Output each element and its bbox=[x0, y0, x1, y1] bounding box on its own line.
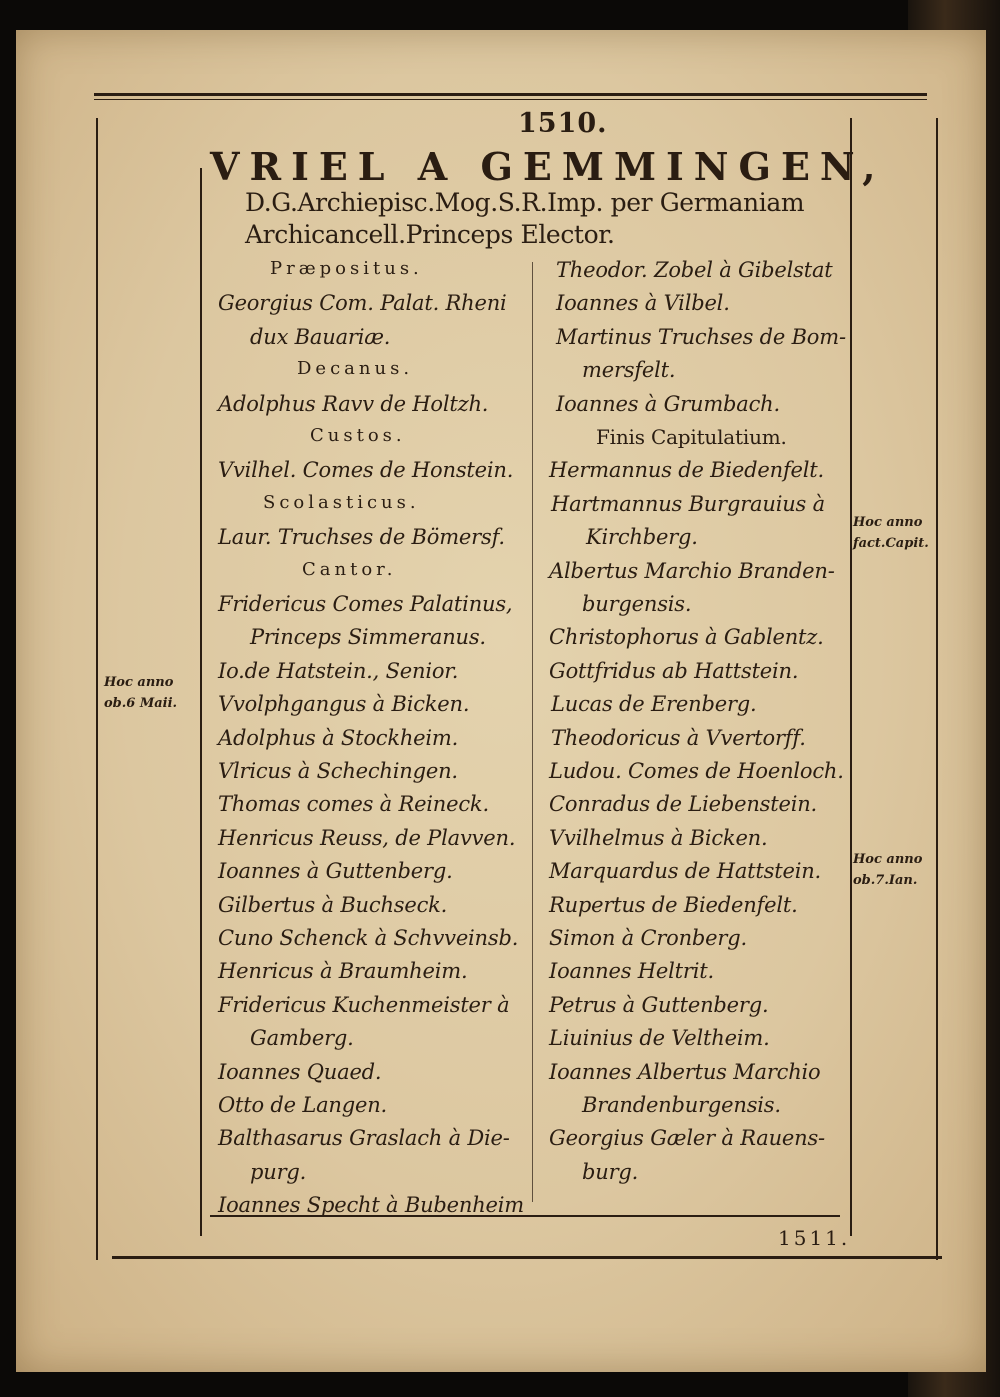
right-column-entry: Hartmannus Burgrauius à bbox=[551, 491, 825, 516]
top-rule bbox=[94, 93, 927, 96]
left-frame-rule bbox=[96, 118, 98, 1260]
right-column-entry: Theodoricus à Vvertorff. bbox=[551, 725, 806, 750]
left-column-entry: Gilbertus à Buchseck. bbox=[218, 892, 448, 917]
left-column-entry: Adolphus Ravv de Holtzh. bbox=[218, 391, 489, 416]
right-column-entry: Ludou. Comes de Hoenloch. bbox=[549, 759, 844, 783]
right-column-entry: Georgius Gæler à Rauens- bbox=[549, 1126, 825, 1151]
left-column-entry: Thomas comes à Reineck. bbox=[218, 792, 489, 817]
margin-note-right-bottom bbox=[853, 849, 922, 891]
left-column-entry: Balthasarus Graslach à Die- bbox=[218, 1126, 510, 1151]
left-column-heading: Decanus. bbox=[297, 358, 414, 380]
left-column-heading: Præpositus. bbox=[270, 258, 423, 279]
left-column-entry: Henricus à Braumheim. bbox=[218, 959, 468, 984]
margin-note-right-top bbox=[853, 512, 929, 554]
right-column-entry: Hermannus de Biedenfelt. bbox=[549, 458, 824, 483]
margin-note-line: ob.7.Ian. bbox=[853, 873, 918, 888]
right-column-heading: Finis Capitulatium. bbox=[596, 425, 787, 449]
right-column-entry: Ioannes à Vilbel. bbox=[556, 291, 730, 316]
left-column-entry: Princeps Simmeranus. bbox=[250, 625, 486, 650]
title-subline-2: Archicancell.Princeps Elector. bbox=[245, 220, 615, 249]
column-divider bbox=[532, 262, 533, 1202]
text-right-rule bbox=[850, 118, 852, 1236]
left-column-entry: Fridericus Comes Palatinus, bbox=[218, 592, 513, 616]
left-column-entry: Vvolphgangus à Bicken. bbox=[218, 692, 470, 717]
margin-note-line: Hoc anno bbox=[853, 852, 923, 867]
right-column-entry: Vvilhelmus à Bicken. bbox=[549, 825, 768, 850]
right-column-entry: Brandenburgensis. bbox=[582, 1093, 781, 1117]
right-column-entry: Martinus Truchses de Bom- bbox=[556, 324, 846, 349]
right-column-entry: burg. bbox=[582, 1159, 639, 1184]
right-column-entry: Rupertus de Biedenfelt. bbox=[549, 892, 798, 917]
top-rule-thin bbox=[94, 99, 927, 100]
right-column-entry: Gottfridus ab Hattstein. bbox=[549, 658, 799, 683]
left-column-entry: Georgius Com. Palat. Rheni bbox=[218, 291, 507, 316]
margin-note-line: fact.Capit. bbox=[853, 536, 929, 551]
left-column-entry: Vlricus à Schechingen. bbox=[218, 759, 458, 783]
left-column-entry: Otto de Langen. bbox=[218, 1093, 388, 1117]
right-column-entry: Liuinius de Veltheim. bbox=[549, 1026, 770, 1051]
left-column-entry: Laur. Truchses de Bömersf. bbox=[218, 525, 505, 550]
right-column-entry: Ioannes Albertus Marchio bbox=[549, 1059, 821, 1084]
left-column-entry: Fridericus Kuchenmeister à bbox=[218, 992, 510, 1017]
right-column-entry: Ioannes à Grumbach. bbox=[556, 391, 780, 416]
page-title: VRIEL A GEMMINGEN, bbox=[210, 144, 886, 189]
left-column-entry: Io.de Hatstein., Senior. bbox=[218, 658, 459, 683]
left-column-heading: Custos. bbox=[310, 425, 406, 446]
margin-note-left bbox=[104, 672, 177, 714]
right-column-entry: Christophorus à Gablentz. bbox=[549, 625, 824, 650]
right-column-entry: mersfelt. bbox=[582, 358, 676, 383]
right-column-entry: Simon à Cronberg. bbox=[549, 926, 747, 950]
right-column-entry: Kirchberg. bbox=[586, 525, 698, 550]
right-column-entry: Lucas de Erenberg. bbox=[551, 692, 757, 717]
left-column-entry: Ioannes Quaed. bbox=[218, 1059, 382, 1084]
right-column-entry: Albertus Marchio Branden- bbox=[549, 558, 835, 583]
right-column-entry: Theodor. Zobel à Gibelstat bbox=[556, 258, 833, 282]
left-column-entry: Henricus Reuss, de Plavven. bbox=[218, 825, 516, 850]
left-column-entry: Vvilhel. Comes de Honstein. bbox=[218, 458, 514, 483]
bottom-frame-rule bbox=[112, 1256, 942, 1259]
right-frame-rule bbox=[936, 118, 938, 1260]
left-column-entry: purg. bbox=[250, 1159, 307, 1184]
right-column-entry: Marquardus de Hattstein. bbox=[549, 859, 822, 884]
left-column-heading: Scolasticus. bbox=[263, 491, 420, 513]
left-column-entry: Adolphus à Stockheim. bbox=[218, 725, 459, 750]
right-column-entry: Petrus à Guttenberg. bbox=[549, 992, 769, 1017]
title-subline-1: D.G.Archiepisc.Mog.S.R.Imp. per Germaniam bbox=[245, 188, 805, 217]
right-column-entry: burgensis. bbox=[582, 592, 692, 616]
margin-note-line: ob.6 Maii. bbox=[104, 696, 178, 711]
text-left-rule bbox=[200, 168, 202, 1236]
catchword: 1511. bbox=[778, 1226, 851, 1250]
right-column-entry: Conradus de Liebenstein. bbox=[549, 792, 818, 817]
left-column-heading: Cantor. bbox=[302, 558, 397, 580]
margin-note-line: Hoc anno bbox=[104, 675, 174, 690]
page-number: 1510. bbox=[518, 108, 608, 139]
left-column-entry: dux Bauariæ. bbox=[250, 324, 391, 349]
left-column-entry: Ioannes à Guttenberg. bbox=[218, 859, 453, 884]
right-column-entry: Ioannes Heltrit. bbox=[549, 959, 714, 984]
left-column-entry: Gamberg. bbox=[250, 1026, 354, 1051]
left-column-entry: Cuno Schenck à Schvveinsb. bbox=[218, 926, 519, 950]
margin-note-line: Hoc anno bbox=[853, 515, 923, 530]
left-column-entry: Ioannes Specht à Bubenheim bbox=[218, 1193, 524, 1218]
